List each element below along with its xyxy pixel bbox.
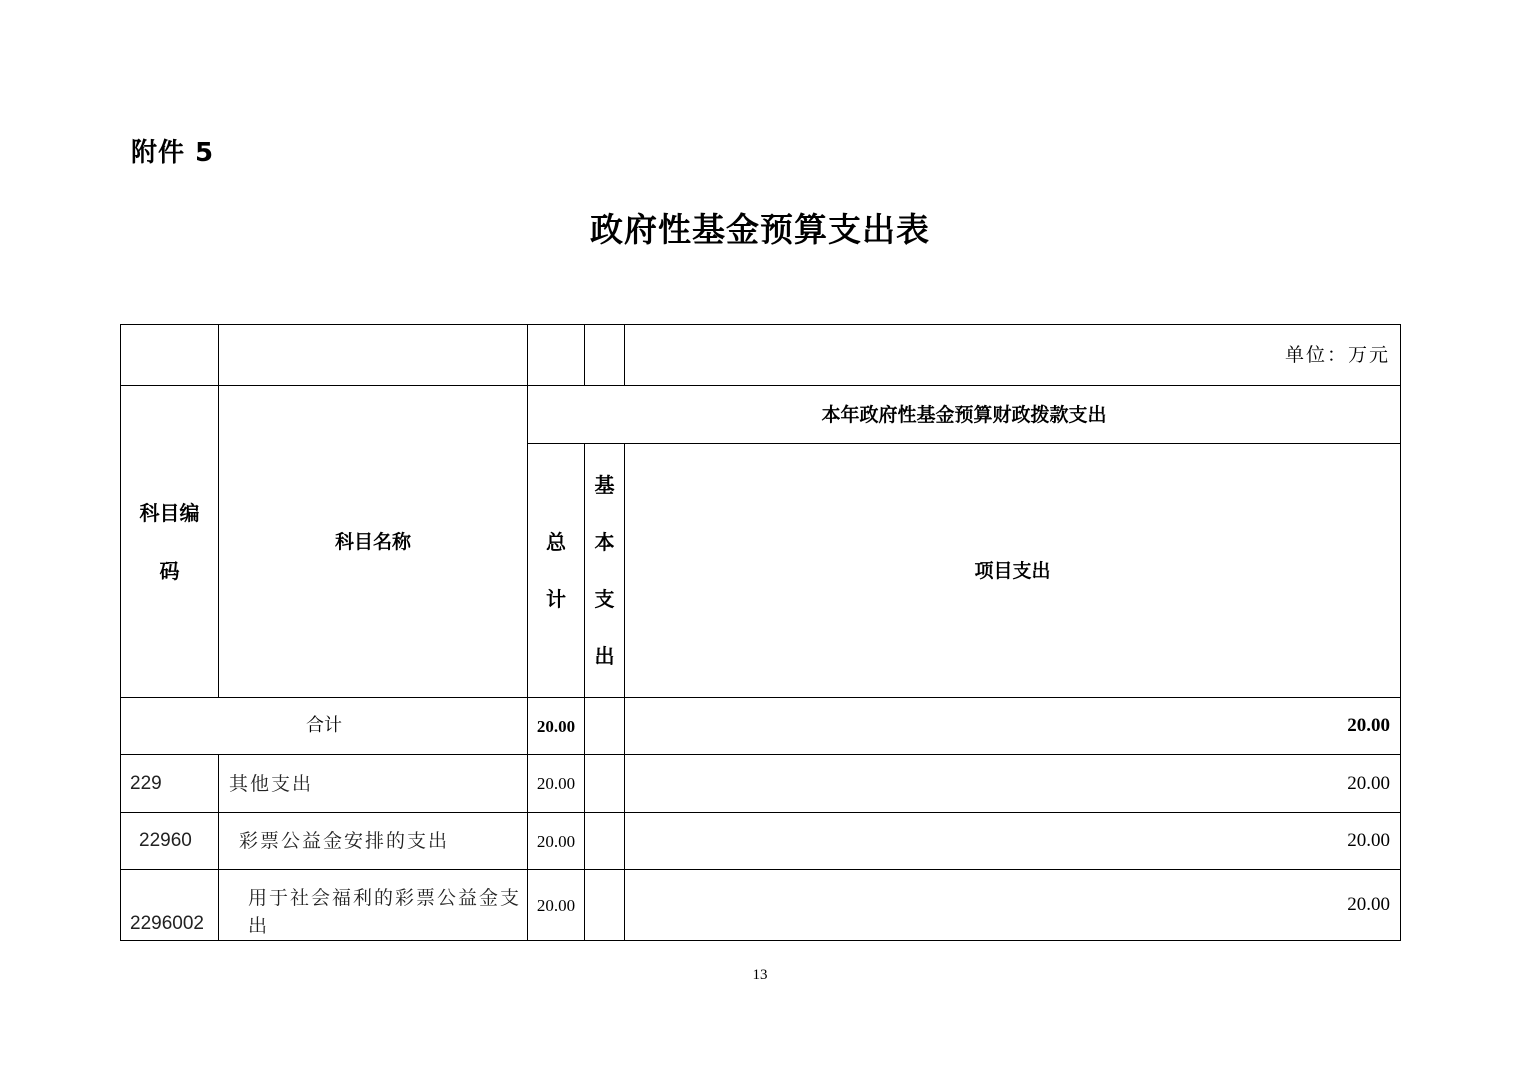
project-header: 项目支出 <box>625 444 1401 698</box>
row-project: 20.00 <box>625 870 1401 941</box>
empty-cell <box>121 325 219 386</box>
row-basic <box>585 755 625 813</box>
name-header: 科目名称 <box>219 386 528 698</box>
total-label: 合计 <box>121 698 528 755</box>
attachment-label: 附件 5 <box>131 138 215 168</box>
row-basic <box>585 813 625 870</box>
table-row <box>121 755 1401 813</box>
row-total: 20.00 <box>536 774 576 793</box>
row-total: 20.00 <box>536 831 576 851</box>
basic-header-char: 本 <box>594 529 615 554</box>
page-number: 13 <box>752 967 768 983</box>
empty-cell <box>585 325 625 386</box>
row-total-cell <box>528 870 585 941</box>
total-header <box>528 444 585 698</box>
budget-table <box>120 324 1401 941</box>
project-value: 20.00 <box>625 698 1401 755</box>
basic-header-char: 出 <box>594 643 615 668</box>
basic-header-char: 支 <box>594 586 615 611</box>
row-name: 其他支出 <box>219 755 528 813</box>
row-code: 2296002 <box>121 870 219 941</box>
group-header-row <box>121 386 1401 444</box>
row-name: 彩票公益金安排的支出 <box>219 813 528 870</box>
total-header-char: 总 <box>546 529 566 554</box>
row-total-cell <box>528 755 585 813</box>
table-row <box>121 813 1401 870</box>
total-value: 20.00 <box>536 716 576 736</box>
basic-value <box>585 698 625 755</box>
row-total: 20.00 <box>536 895 576 915</box>
row-project: 20.00 <box>625 813 1401 870</box>
row-basic <box>585 870 625 941</box>
row-name: 用于社会福利的彩票公益金支出 <box>219 870 528 941</box>
row-code: 22960 <box>121 813 219 870</box>
basic-header-char: 基 <box>594 472 615 497</box>
group-header: 本年政府性基金预算财政拨款支出 <box>528 386 1401 444</box>
total-row <box>121 698 1401 755</box>
code-header <box>121 386 219 698</box>
code-header-line-1: 科目编 <box>139 500 200 525</box>
total-value-cell <box>528 698 585 755</box>
unit-row <box>121 325 1401 386</box>
total-header-char: 计 <box>546 586 566 611</box>
row-project: 20.00 <box>625 755 1401 813</box>
table-row <box>121 870 1401 941</box>
code-header-line-2: 码 <box>159 558 180 583</box>
empty-cell <box>219 325 528 386</box>
unit-label: 单位：万元 <box>625 325 1401 386</box>
row-code: 229 <box>121 755 219 813</box>
row-total-cell <box>528 813 585 870</box>
page-title: 政府性基金预算支出表 <box>590 210 930 249</box>
empty-cell <box>528 325 585 386</box>
basic-header <box>585 444 625 698</box>
